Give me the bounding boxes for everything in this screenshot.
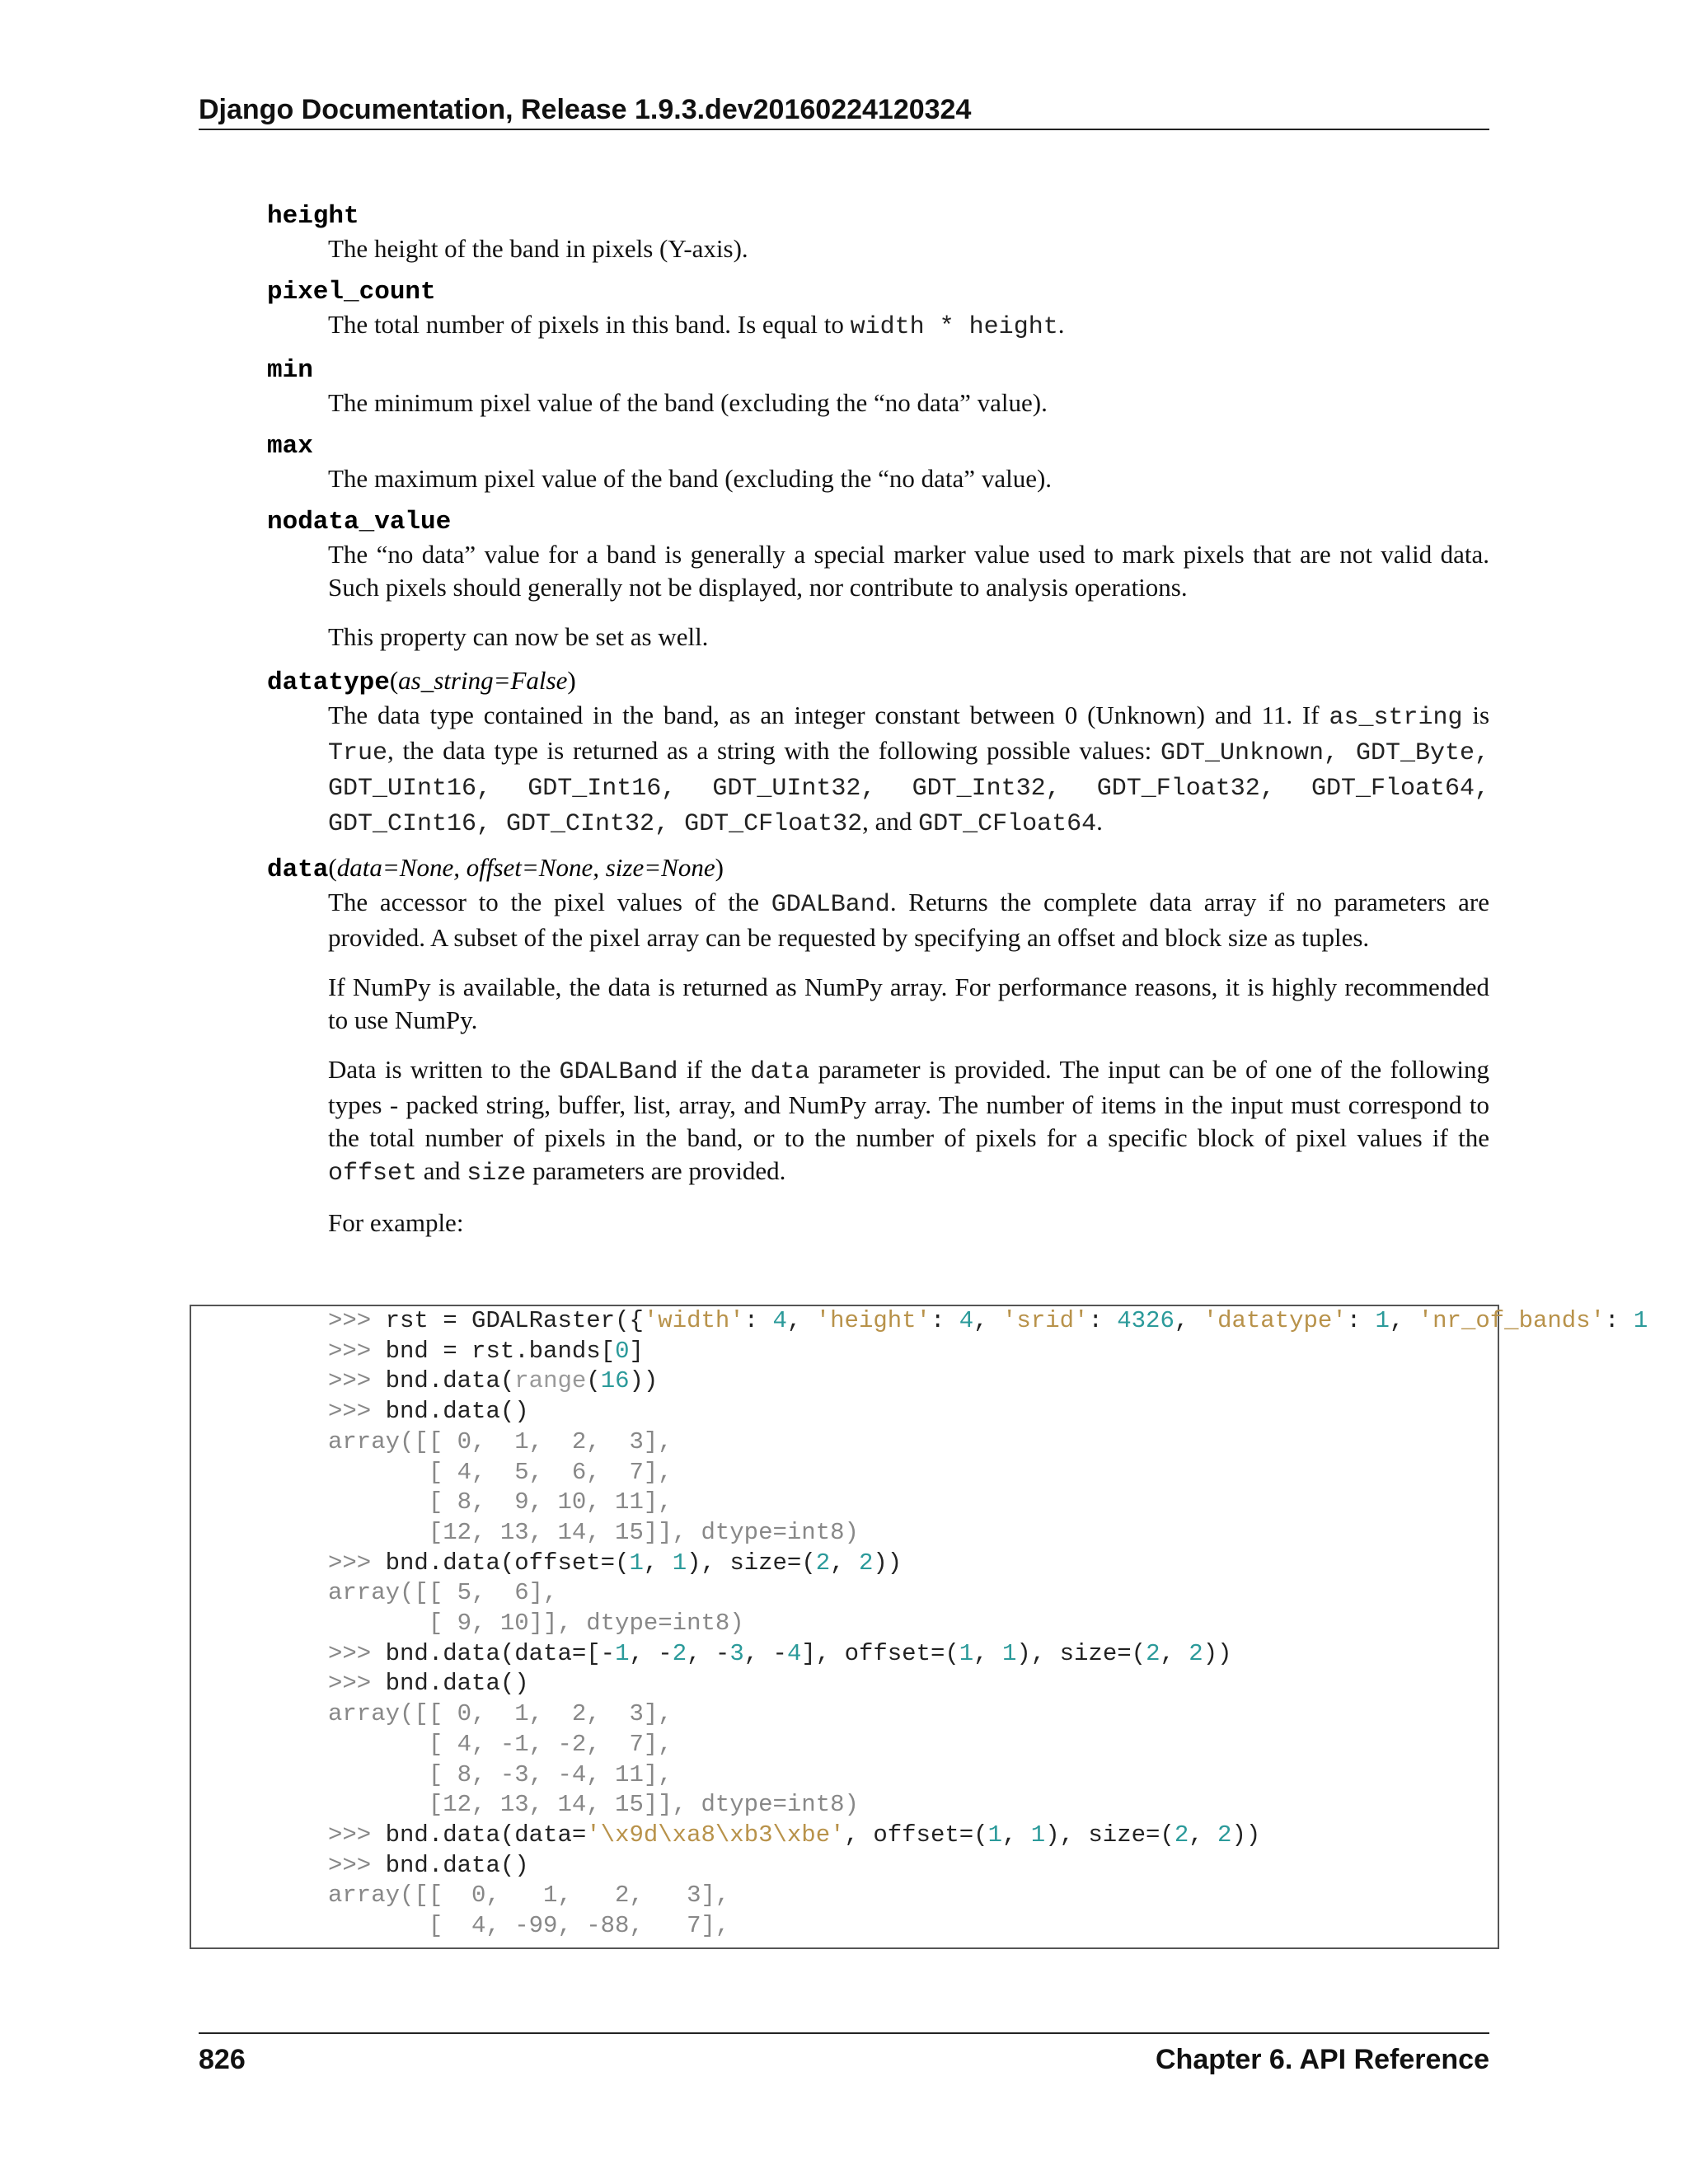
attr-pixel-count-name: pixel_count xyxy=(267,278,436,307)
method-params: data=None, offset=None, size=None xyxy=(336,853,715,882)
attr-min-desc: The minimum pixel value of the band (excluding the “no data” value). xyxy=(328,388,1048,417)
page-footer xyxy=(199,2032,1489,2077)
inline-code: as_string xyxy=(1329,704,1463,732)
text: , the data type is returned as a string with the following possible values: xyxy=(387,736,1160,765)
text: . xyxy=(1096,807,1103,836)
method-data-desc xyxy=(328,886,1489,1240)
text: Data is written to the xyxy=(328,1055,560,1084)
inline-code: GDT_Unknown, GDT_Byte, GDT_UInt16, GDT_Int16, GDT_UInt32, GDT_Int32, GDT_Float32, GDT_Float64, GDT_CInt16, GDT_CInt32, GDT_CFloat32 xyxy=(328,739,1489,838)
doc-content xyxy=(267,201,1489,1251)
text: The accessor to the pixel values of the xyxy=(328,888,771,916)
text: if the xyxy=(678,1055,751,1084)
attr-max-name: max xyxy=(267,432,313,461)
paren: ) xyxy=(715,853,724,882)
attr-height xyxy=(267,201,1489,265)
method-data-signature xyxy=(267,852,1489,886)
page-number: 826 xyxy=(199,2044,246,2075)
code-example-block[interactable] xyxy=(190,1305,1648,1949)
page-header-title: Django Documentation, Release 1.9.3.dev20160224120324 xyxy=(199,94,972,125)
attr-nodata-value xyxy=(267,507,1489,654)
text: parameters are provided. xyxy=(526,1156,786,1185)
method-data xyxy=(267,852,1489,1240)
text: . xyxy=(1057,310,1065,339)
inline-code: GDALBand xyxy=(771,891,890,919)
paragraph: For example: xyxy=(328,1208,464,1237)
method-name: data xyxy=(267,855,329,884)
paren: ) xyxy=(567,666,576,695)
inline-code: width * height xyxy=(850,313,1058,341)
method-params: as_string=False xyxy=(398,666,568,695)
method-datatype xyxy=(267,665,1489,841)
text: The data type contained in the band, as an integer constant between 0 (Unknown) and 11. If xyxy=(328,701,1329,729)
paren: ( xyxy=(328,853,337,882)
inline-code: size xyxy=(467,1160,527,1188)
attr-nodata-value-desc xyxy=(328,538,1489,654)
method-datatype-signature xyxy=(267,665,1489,699)
paren: ( xyxy=(389,666,399,695)
chapter-title: Chapter 6. API Reference xyxy=(1156,2044,1489,2075)
attr-nodata-value-name: nodata_value xyxy=(267,508,452,537)
paragraph: If NumPy is available, the data is returned as NumPy array. For performance reasons, it is highly recommended to use NumPy. xyxy=(328,972,1489,1034)
text: is xyxy=(1462,701,1490,729)
paragraph xyxy=(328,1053,1489,1190)
attr-max-desc: The maximum pixel value of the band (excluding the “no data” value). xyxy=(328,464,1053,493)
method-name: datatype xyxy=(267,668,390,697)
attr-pixel-count-desc xyxy=(328,308,1489,344)
inline-code: GDT_CFloat64 xyxy=(918,810,1097,838)
text: The total number of pixels in this band. Is equal to xyxy=(328,310,851,339)
text: parameter is provided. The input can be of one of the following types - packed string, buffer, list, array, and NumPy array. The number of items in the input must correspond to the total number of pixels in the band, or to the number of pixels for a specific block of pixel values if the xyxy=(328,1055,1489,1152)
code-listing: >>> rst = GDALRaster({'width': 4, 'height': 4, 'srid': 4326, 'datatype': 1, 'nr_of_bands': 1 >>> bnd = rst.bands[0] >>> bnd.data(range(16)) >>> bnd.data() array([[ 0, 1, 2, 3], [ 4, 5, 6, 7], [ 8, 9, 10, 11], [12, 13, 14, 15]], dtype=int8) >>> bnd.data(offset=(1, 1), size=(2, 2)) array([[ 5, 6], [ 9, 10]], dtype=int8) >>> bnd.data(data=[-1, -2, -3, -4], offset=(1, 1), size=(2, 2)) >>> bnd.data() array([[ 0, 1, 2, 3], [ 4, -1, -2, 7], [ 8, -3, -4, 11], [12, 13, 14, 15]], dtype=int8) >>> bnd.data(data='\x9d\xa8\xb3\xbe', offset=(1, 1), size=(2, 2)) >>> bnd.data() array([[ 0, 1, 2, 3], [ 4, -99, -88, 7], xyxy=(328,1307,1648,1940)
inline-code: GDALBand xyxy=(559,1058,678,1086)
text: , and xyxy=(862,807,919,836)
paragraph: The “no data” value for a band is generally a special marker value used to mark pixels that are not valid data. Such pixels should generally not be displayed, nor contribute to analysis operations. xyxy=(328,540,1489,602)
inline-code: offset xyxy=(328,1160,418,1188)
attr-min xyxy=(267,355,1489,419)
attr-max xyxy=(267,431,1489,495)
method-datatype-desc xyxy=(328,699,1489,841)
text: . Returns the complete data array if no parameters are provided. A subset of the pixel array can be requested by specifying an offset and block size as tuples. xyxy=(328,888,1489,952)
inline-code: True xyxy=(328,739,388,767)
attr-height-name: height xyxy=(267,202,359,231)
paragraph xyxy=(328,886,1489,954)
attr-min-name: min xyxy=(267,356,313,385)
page-header xyxy=(199,92,1489,130)
text: and xyxy=(417,1156,467,1185)
attr-height-desc: The height of the band in pixels (Y-axis). xyxy=(328,234,748,263)
paragraph: This property can now be set as well. xyxy=(328,622,709,651)
inline-code: data xyxy=(750,1058,810,1086)
attr-pixel-count xyxy=(267,277,1489,344)
